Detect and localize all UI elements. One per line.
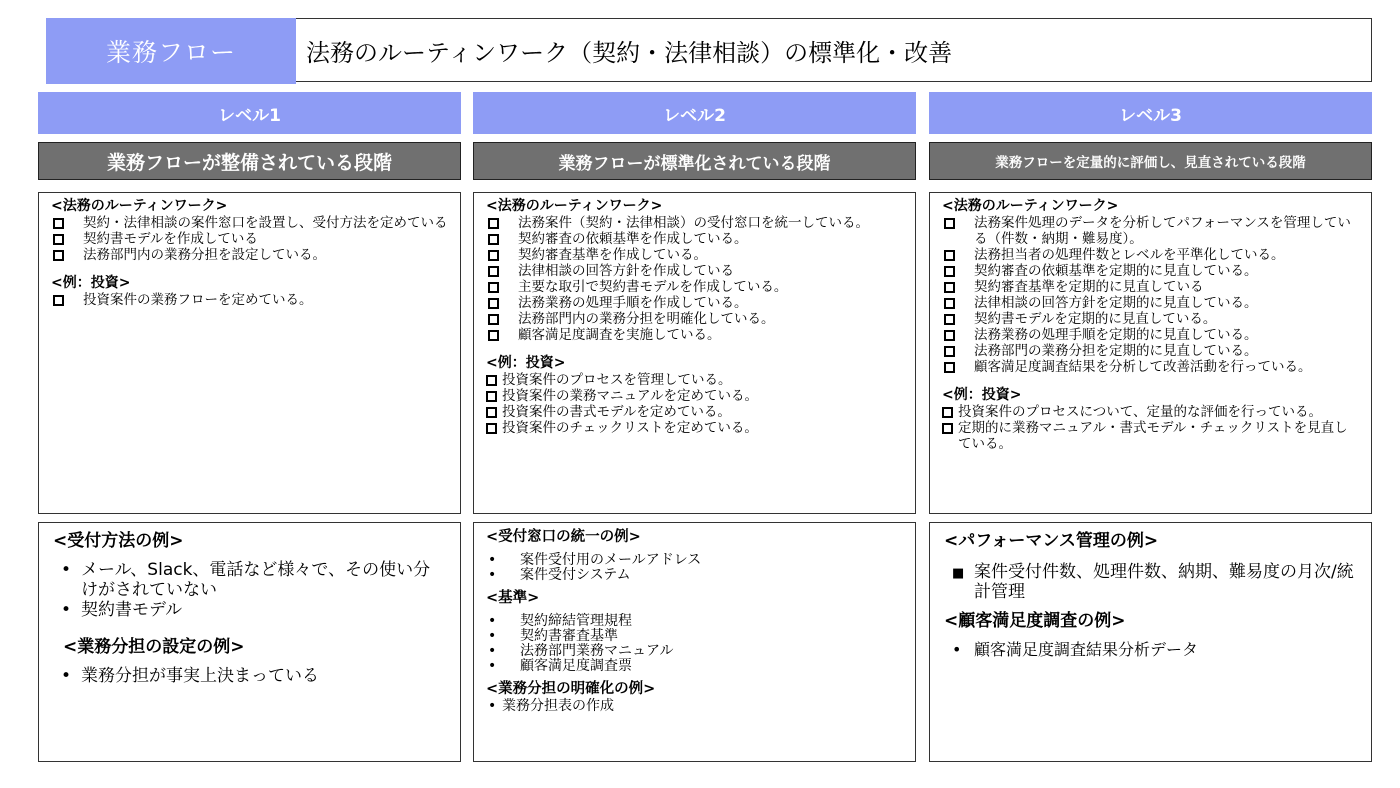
example-box-1 (38, 522, 461, 762)
bullet-item: • 業務分担が事実上決まっている (61, 666, 319, 686)
level-column-3 (929, 92, 1372, 180)
bullet-item: • 案件受付システム (488, 567, 631, 583)
bullet-item: • 顧客満足度調査結果分析データ (952, 640, 1199, 659)
checkbox-icon (486, 375, 497, 386)
checkbox-icon (488, 218, 499, 229)
checkbox-icon (944, 314, 955, 325)
routine-box-1 (38, 192, 461, 514)
checkbox-icon (53, 234, 64, 245)
checkbox-icon (942, 423, 953, 434)
checkbox-icon (944, 346, 955, 357)
bullet-icon: • (61, 600, 72, 620)
check-item: 投資案件のチェックリストを定めている。 (486, 420, 905, 436)
example-title: <例：投資> (486, 355, 566, 371)
stage-header: 業務フローを定量的に評価し、見直されている段階 (929, 142, 1372, 180)
check-item: 法務案件処理のデータを分析してパフォーマンスを管理している（件数・納期・難易度）。 (942, 215, 1361, 247)
check-item: 契約審査基準を作成している。 (486, 247, 905, 263)
section-title: <顧客満足度調査の例> (944, 611, 1126, 631)
checkbox-icon (488, 250, 499, 261)
example-box-2 (473, 522, 916, 762)
checkbox-icon (488, 234, 499, 245)
checkbox-icon (944, 250, 955, 261)
section-title: <パフォーマンス管理の例> (944, 531, 1159, 551)
checkbox-icon (488, 282, 499, 293)
header-tag: 業務フロー (46, 18, 296, 84)
check-item: 契約・法律相談の案件窓口を設置し、受付方法を定めている (51, 215, 450, 231)
level-column-1 (38, 92, 461, 180)
check-item: 法律相談の回答方針を定期的に見直している。 (942, 295, 1361, 311)
check-item: 契約審査の依頼基準を作成している。 (486, 231, 905, 247)
section-title: <業務分担の明確化の例> (486, 681, 656, 697)
check-item: 顧客満足度調査結果を分析して改善活動を行っている。 (942, 359, 1361, 375)
check-item: 法務案件（契約・法律相談）の受付窓口を統一している。 (486, 215, 905, 231)
bullet-icon: • (488, 643, 497, 659)
checkbox-icon (488, 298, 499, 309)
bullet-item: • 契約書審査基準 (488, 628, 618, 644)
check-item: 法務部門内の業務分担を明確化している。 (486, 311, 905, 327)
checkbox-icon (944, 330, 955, 341)
check-item: 投資案件の業務マニュアルを定めている。 (486, 388, 905, 404)
checkbox-icon (53, 218, 64, 229)
section-title: <受付窓口の統一の例> (486, 529, 641, 545)
checkbox-icon (942, 407, 953, 418)
bullet-item: • 契約締結管理規程 (488, 613, 632, 629)
checkbox-icon (488, 330, 499, 341)
routine-title: <法務のルーティンワーク> (942, 198, 1119, 214)
bullet-icon: • (952, 640, 962, 659)
bullet-icon: • (488, 613, 497, 629)
bullet-icon: • (488, 628, 497, 644)
checkbox-icon (944, 362, 955, 373)
bullet-icon: • (61, 560, 72, 580)
check-item: 法務部門の業務分担を定期的に見直している。 (942, 343, 1361, 359)
checkbox-icon (944, 282, 955, 293)
checkbox-icon (486, 407, 497, 418)
bullet-item: • メール、Slack、電話など様々で、その使い分けがされていない (61, 560, 431, 600)
level-column-2 (473, 92, 916, 180)
check-item: 投資案件の書式モデルを定めている。 (486, 404, 905, 420)
check-item: 投資案件の業務フローを定めている。 (51, 292, 450, 308)
example-title: <例：投資> (942, 387, 1022, 403)
checkbox-icon (488, 266, 499, 277)
checkbox-icon (944, 298, 955, 309)
page-title: 法務のルーティンワーク（契約・法律相談）の標準化・改善 (296, 18, 1372, 82)
section-title: <基準> (486, 590, 540, 606)
bullet-item: • 業務分担表の作成 (488, 698, 614, 714)
check-item: 法務担当者の処理件数とレベルを平準化している。 (942, 247, 1361, 263)
stage-header: 業務フローが標準化されている段階 (473, 142, 916, 180)
check-item: 法務業務の処理手順を定期的に見直している。 (942, 327, 1361, 343)
check-item: 定期的に業務マニュアル・書式モデル・チェックリストを見直している。 (942, 420, 1361, 452)
bullet-icon: • (488, 658, 497, 674)
bullet-item: • 契約書モデル (61, 600, 183, 620)
routine-box-3 (929, 192, 1372, 514)
checkbox-icon (944, 218, 955, 229)
check-item: 法務部門内の業務分担を設定している。 (51, 247, 450, 263)
check-item: 法務業務の処理手順を作成している。 (486, 295, 905, 311)
bullet-icon: • (488, 552, 497, 568)
section-title: <業務分担の設定の例> (63, 637, 245, 657)
section-title: <受付方法の例> (53, 531, 184, 551)
checkbox-icon (486, 423, 497, 434)
bullet-icon: • (61, 666, 72, 686)
check-item: 顧客満足度調査を実施している。 (486, 327, 905, 343)
check-item: 契約審査の依頼基準を定期的に見直している。 (942, 263, 1361, 279)
example-box-3 (929, 522, 1372, 762)
checkbox-icon (53, 295, 64, 306)
square-bullet-icon: ■ (952, 566, 965, 581)
stage-header: 業務フローが整備されている段階 (38, 142, 461, 180)
check-item: 投資案件のプロセスを管理している。 (486, 372, 905, 388)
routine-box-2 (473, 192, 916, 514)
check-item: 契約書モデルを定期的に見直している。 (942, 311, 1361, 327)
bullet-item: • 顧客満足度調査票 (488, 658, 632, 674)
check-item: 契約審査基準を定期的に見直している (942, 279, 1361, 295)
check-item: 契約書モデルを作成している (51, 231, 450, 247)
bullet-icon: • (488, 567, 497, 583)
bullet-icon: • (488, 698, 497, 714)
check-item: 法律相談の回答方針を作成している (486, 263, 905, 279)
checkbox-icon (53, 250, 64, 261)
bullet-item: ■ 案件受付件数、処理件数、納期、難易度の月次/統計管理 (952, 562, 1354, 602)
level-header: レベル2 (473, 92, 916, 134)
check-item: 主要な取引で契約書モデルを作成している。 (486, 279, 905, 295)
example-title: <例：投資> (51, 275, 131, 291)
level-header: レベル1 (38, 92, 461, 134)
checkbox-icon (486, 391, 497, 402)
checkbox-icon (944, 266, 955, 277)
routine-title: <法務のルーティンワーク> (51, 198, 228, 214)
bullet-item: • 法務部門業務マニュアル (488, 643, 674, 659)
level-header: レベル3 (929, 92, 1372, 134)
bullet-item: • 案件受付用のメールアドレス (488, 552, 702, 568)
checkbox-icon (488, 314, 499, 325)
check-item: 投資案件のプロセスについて、定量的な評価を行っている。 (942, 404, 1361, 420)
routine-title: <法務のルーティンワーク> (486, 198, 663, 214)
